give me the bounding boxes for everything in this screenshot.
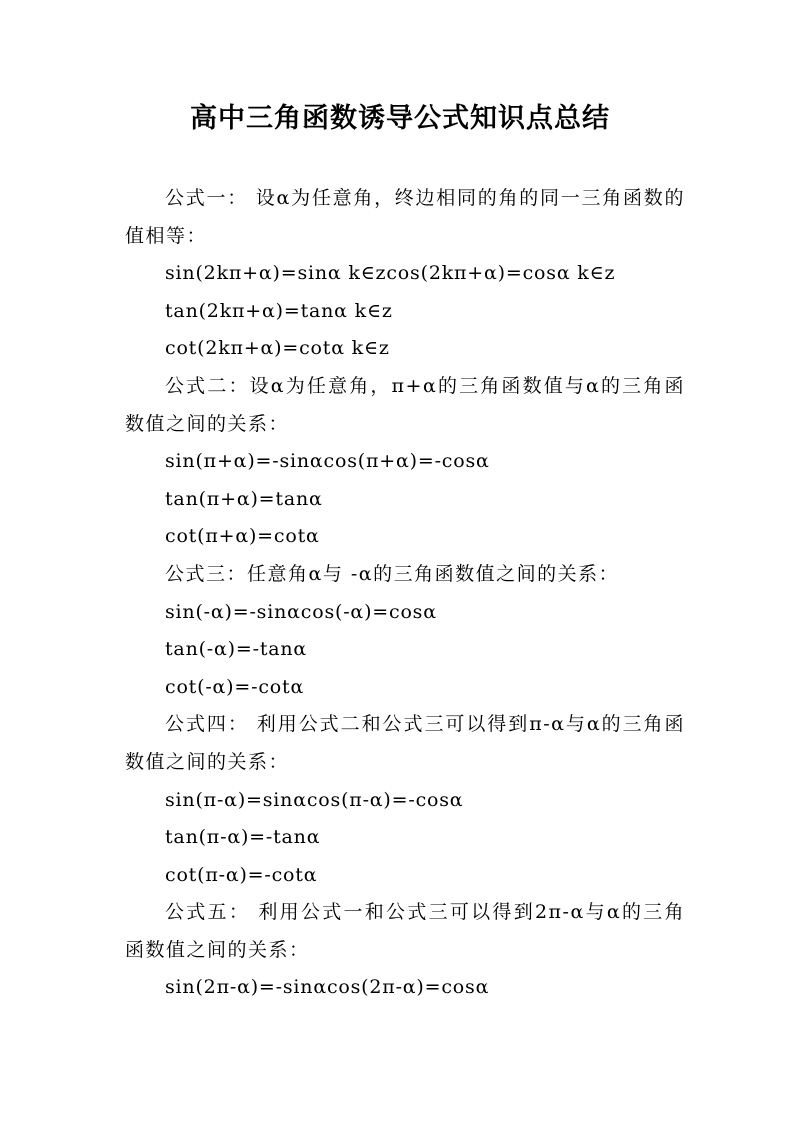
document-body xyxy=(125,180,685,1007)
section-4-formula-2: tan(π-α)=-tanα xyxy=(165,826,321,849)
section-2-formula-2: tan(π+α)=tanα xyxy=(165,487,323,510)
section-3-intro: 公式三：任意角α与 -α的三角函数值之间的关系： xyxy=(165,562,620,585)
section-2-intro: 公式二：设α为任意角，π+α的三角函数值与α的三角函数值之间的关系： xyxy=(125,374,685,435)
section-3-formula-1: sin(-α)=-sinαcos(-α)=cosα xyxy=(165,600,437,623)
section-5-intro: 公式五： 利用公式一和公式三可以得到2π-α与α的三角函数值之间的关系： xyxy=(125,901,685,961)
section-5-formula-1: sin(2π-α)=-sinαcos(2π-α)=cosα xyxy=(165,976,490,999)
section-1-formula-2: tan(2kπ+α)=tanα k∈z xyxy=(165,299,393,322)
section-2-formula-3: cot(π+α)=cotα xyxy=(165,525,320,548)
section-1-intro: 公式一： 设α为任意角，终边相同的角的同一三角函数的值相等： xyxy=(125,187,685,247)
section-1-formula-3: cot(2kπ+α)=cotα k∈z xyxy=(165,337,390,360)
section-1-formula-1: sin(2kπ+α)=sinα k∈zcos(2kπ+α)=cosα k∈z xyxy=(165,262,616,285)
section-4-formula-3: cot(π-α)=-cotα xyxy=(165,863,318,886)
section-3-formula-2: tan(-α)=-tanα xyxy=(165,638,308,661)
section-2-formula-1: sin(π+α)=-sinαcos(π+α)=-cosα xyxy=(165,450,490,473)
page-title: 高中三角函数诱导公式知识点总结 xyxy=(190,103,610,134)
section-4-intro: 公式四： 利用公式二和公式三可以得到π-α与α的三角函数值之间的关系： xyxy=(125,713,685,773)
section-3-formula-3: cot(-α)=-cotα xyxy=(165,675,305,698)
section-4-formula-1: sin(π-α)=sinαcos(π-α)=-cosα xyxy=(165,788,464,811)
